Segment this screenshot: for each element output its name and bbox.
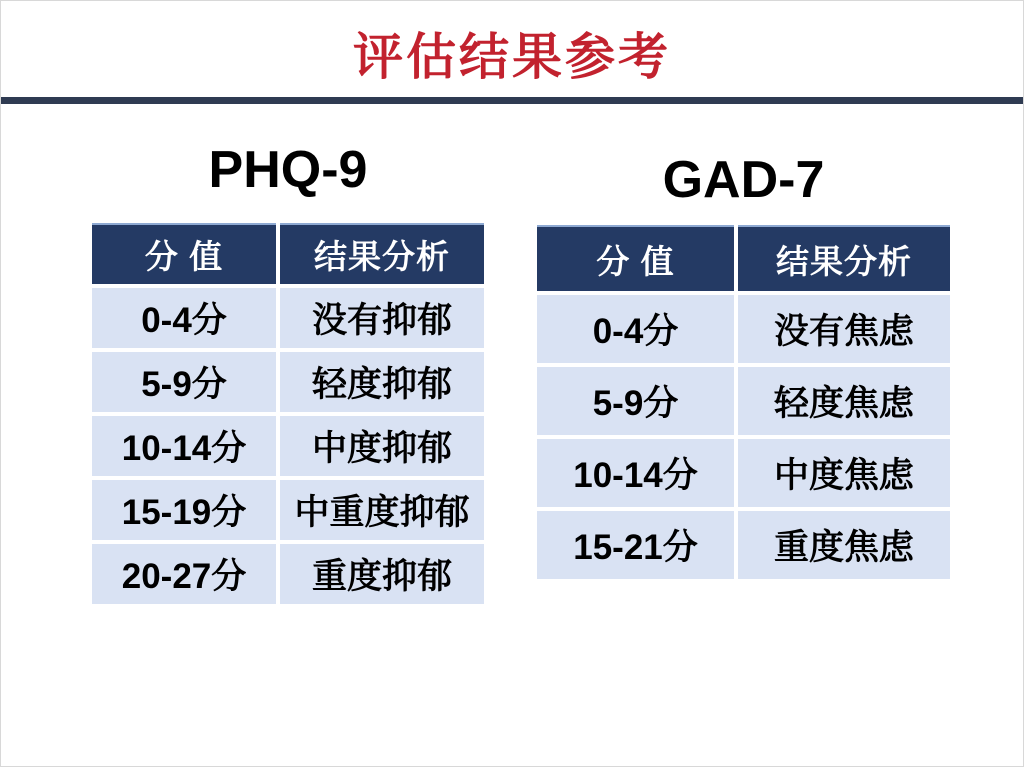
gad7-row-result: 重度焦虑: [738, 511, 950, 579]
gad7-row-score: 5-9分: [537, 367, 734, 435]
gad7-header-score: 分 值: [537, 225, 734, 291]
phq9-header-score: 分 值: [92, 223, 276, 284]
phq9-table: [92, 223, 484, 604]
phq9-table-title: PHQ-9: [208, 141, 368, 199]
slide-title: 评估结果参考: [353, 29, 671, 85]
phq9-row-result: 中度抑郁: [280, 416, 484, 476]
phq9-row-result: 重度抑郁: [280, 544, 484, 604]
title-divider: [1, 97, 1023, 104]
gad7-table: [537, 225, 950, 579]
gad7-row-result: 没有焦虑: [738, 295, 950, 363]
gad7-row-score: 0-4分: [537, 295, 734, 363]
phq9-row-score: 20-27分: [92, 544, 276, 604]
phq9-row-result: 没有抑郁: [280, 288, 484, 348]
phq9-row-score: 0-4分: [92, 288, 276, 348]
phq9-header-result: 结果分析: [280, 223, 484, 284]
gad7-row-score: 10-14分: [537, 439, 734, 507]
gad7-header-result: 结果分析: [738, 225, 950, 291]
gad7-table-title: GAD-7: [662, 151, 825, 209]
phq9-row-score: 10-14分: [92, 416, 276, 476]
phq9-row-score: 15-19分: [92, 480, 276, 540]
gad7-row-score: 15-21分: [537, 511, 734, 579]
phq9-row-result: 中重度抑郁: [280, 480, 484, 540]
phq9-row-result: 轻度抑郁: [280, 352, 484, 412]
phq9-row-score: 5-9分: [92, 352, 276, 412]
gad7-row-result: 轻度焦虑: [738, 367, 950, 435]
gad7-row-result: 中度焦虑: [738, 439, 950, 507]
